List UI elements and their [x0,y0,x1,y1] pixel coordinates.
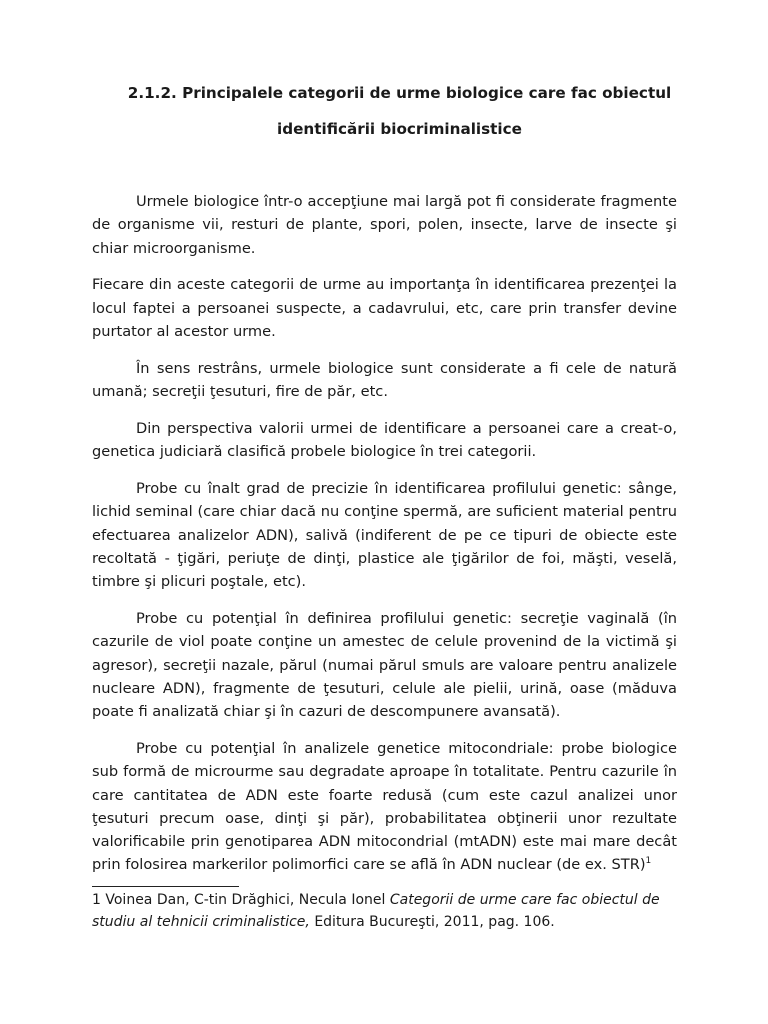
paragraph-7-text: Probe cu potenţial în analizele genetice mitocondriale: probe biologice sub formă de microurme sau degradate aproape în totalitate. Pentru cazurile în care cantitatea de ADN este foarte redusă (cum este cazul analizei unor ţesuturi precum oase, dinţi şi păr), probabilitatea obţinerii unor rezultate valorificabile prin genotiparea ADN mitocondrial (mtADN) este mai mare decât prin folosirea markerilor polimorfici care se află în ADN nuclear (de ex. STR) [92,739,677,874]
document-page [92,0,677,1024]
footnote-reference: 1 [645,856,652,867]
footnote-authors: Voinea Dan, C-tin Drăghici, Necula Ionel [100,892,390,908]
footnote [92,889,677,933]
paragraph-4: Din perspectiva valorii urmei de identificare a persoanei care a creat-o, genetica judiciară clasifică probele biologice în trei categorii. [92,419,677,461]
section-heading-line-2: identificării biocriminalistice [277,120,522,138]
footnote-publisher: Editura Bucureşti, 2011, pag. 106. [309,914,555,930]
paragraph-3: În sens restrâns, urmele biologice sunt considerate a fi cele de natură umană; secreţii ţesuturi, fire de păr, etc. [92,359,677,401]
footnote-number: 1 [92,892,101,908]
body-text [92,190,677,890]
paragraph-5: Probe cu înalt grad de precizie în identificarea profilului genetic: sânge, lichid seminal (care chiar dacă nu conţine spermă, are suficient material pentru efectuarea analizelor ADN), salivă (indiferent de pe ce tipuri de obiecte este recoltată - ţigări, periuţe de dinţi, plastice ale ţigărilor de foi, măşti, veselă, timbre şi plicuri poştale, etc). [92,479,677,591]
footnote-separator [92,886,239,887]
paragraph-6: Probe cu potenţial în definirea profilului genetic: secreţie vaginală (în cazurile de viol poate conţine un amestec de celule provenind de la victimă şi agresor), secreţii nazale, părul (numai părul smuls are valoare pentru analizele nucleare ADN), fragmente de ţesuturi, celule ale pielii, urină, oase (măduva poate fi analizată chiar şi în cazuri de descompunere avansată). [92,609,677,721]
paragraph-2: Fiecare din aceste categorii de urme au importanţa în identificarea prezenţei la locul faptei a persoanei suspecte, a cadavrului, etc, care prin transfer devine purtator al acestor urme. [92,276,677,340]
footnote-title: Categorii de urme care fac obiectul de studiu al tehnicii criminalistice, [92,892,660,930]
paragraph-1: Urmele biologice într-o accepţiune mai largă pot fi considerate fragmente de organisme vii, resturi de plante, spori, polen, insecte, larve de insecte şi chiar microorganisme. [92,193,677,257]
paragraph-7 [92,737,677,877]
section-heading-line-1: 2.1.2. Principalele categorii de urme biologice care fac obiectul [127,84,672,102]
